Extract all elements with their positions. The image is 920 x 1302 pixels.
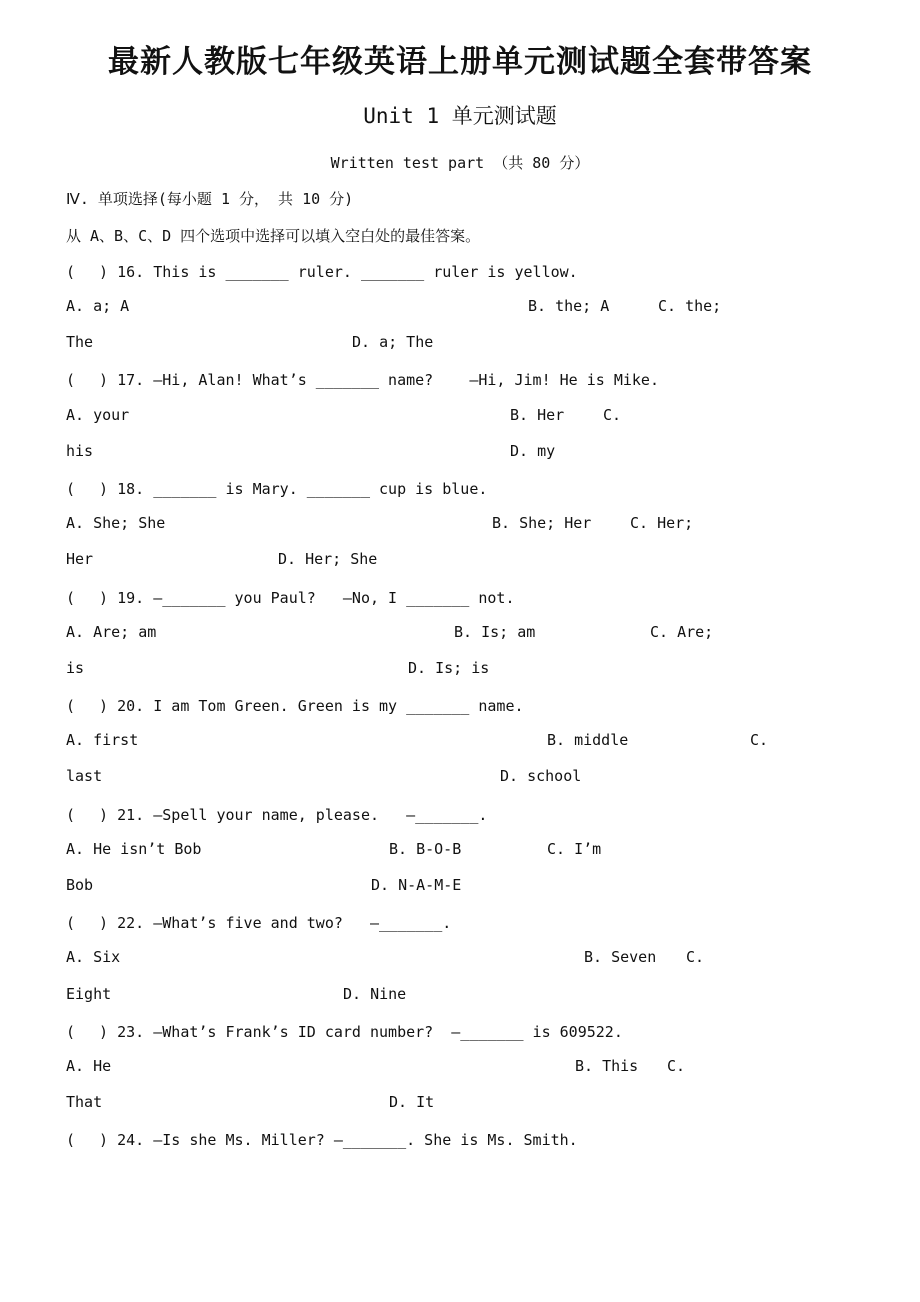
option-b: B. B-O-B bbox=[389, 840, 462, 858]
option-b: B. middle bbox=[547, 731, 629, 749]
option-c-continued: last bbox=[66, 767, 103, 785]
option-d: D. a; The bbox=[352, 333, 434, 351]
question-stem: ( ) 17. —Hi, Alan! What’s _______ name? —Hi, Jim! He is Mike. bbox=[66, 371, 659, 389]
question-stem: ( ) 22. —What’s five and two? —_______. bbox=[66, 914, 452, 932]
option-a: A. He bbox=[66, 1057, 112, 1075]
option-c: C. the; bbox=[658, 297, 722, 315]
option-b: B. Seven bbox=[584, 948, 657, 966]
option-c-continued: Eight bbox=[66, 985, 112, 1003]
option-a: A. your bbox=[66, 406, 130, 424]
option-c: C. bbox=[686, 948, 705, 966]
question-stem: ( ) 20. I am Tom Green. Green is my _______ name. bbox=[66, 697, 524, 715]
option-c: C. Her; bbox=[630, 514, 694, 532]
question-stem: ( ) 19. —_______ you Paul? —No, I _______ not. bbox=[66, 589, 515, 607]
option-a: A. Are; am bbox=[66, 623, 157, 641]
question-stem: ( ) 18. _______ is Mary. _______ cup is blue. bbox=[66, 480, 488, 498]
option-c: C. I’m bbox=[547, 840, 602, 858]
option-a: A. She; She bbox=[66, 514, 166, 532]
option-d: D. Is; is bbox=[408, 659, 490, 677]
option-c: C. bbox=[750, 731, 769, 749]
option-d: D. my bbox=[510, 442, 556, 460]
question-stem: ( ) 24. —Is she Ms. Miller? —_______. She is Ms. Smith. bbox=[66, 1131, 578, 1149]
option-c-continued: his bbox=[66, 442, 94, 460]
option-a: A. Six bbox=[66, 948, 121, 966]
option-b: B. She; Her bbox=[492, 514, 592, 532]
option-d: D. Her; She bbox=[278, 550, 378, 568]
option-b: B. This bbox=[575, 1057, 639, 1075]
section-instruction: 从 A、B、C、D 四个选项中选择可以填入空白处的最佳答案。 bbox=[66, 227, 481, 245]
question-stem: ( ) 16. This is _______ ruler. _______ ruler is yellow. bbox=[66, 263, 578, 281]
option-d: D. It bbox=[389, 1093, 435, 1111]
option-c-continued: Her bbox=[66, 550, 94, 568]
option-c: C. bbox=[603, 406, 622, 424]
option-d: D. school bbox=[500, 767, 582, 785]
unit-title: Unit 1 单元测试题 bbox=[363, 104, 557, 128]
option-a: A. first bbox=[66, 731, 139, 749]
option-c: C. Are; bbox=[650, 623, 714, 641]
option-d: D. N-A-M-E bbox=[371, 876, 462, 894]
question-stem: ( ) 23. —What’s Frank’s ID card number? —_______ is 609522. bbox=[66, 1023, 623, 1041]
option-c-continued: is bbox=[66, 659, 85, 677]
option-a: A. a; A bbox=[66, 297, 130, 315]
option-c-continued: That bbox=[66, 1093, 103, 1111]
option-d: D. Nine bbox=[343, 985, 407, 1003]
option-b: B. Is; am bbox=[454, 623, 536, 641]
option-c-continued: The bbox=[66, 333, 94, 351]
option-c: C. bbox=[667, 1057, 686, 1075]
question-stem: ( ) 21. —Spell your name, please. —_______. bbox=[66, 806, 488, 824]
option-b: B. the; A bbox=[528, 297, 610, 315]
option-a: A. He isn’t Bob bbox=[66, 840, 202, 858]
option-b: B. Her bbox=[510, 406, 565, 424]
section-heading: Ⅳ. 单项选择(每小题 1 分， 共 10 分) bbox=[66, 190, 354, 208]
option-c-continued: Bob bbox=[66, 876, 94, 894]
document-title: 最新人教版七年级英语上册单元测试题全套带答案 bbox=[108, 44, 812, 80]
part-title: Written test part （共 80 分） bbox=[330, 154, 590, 172]
